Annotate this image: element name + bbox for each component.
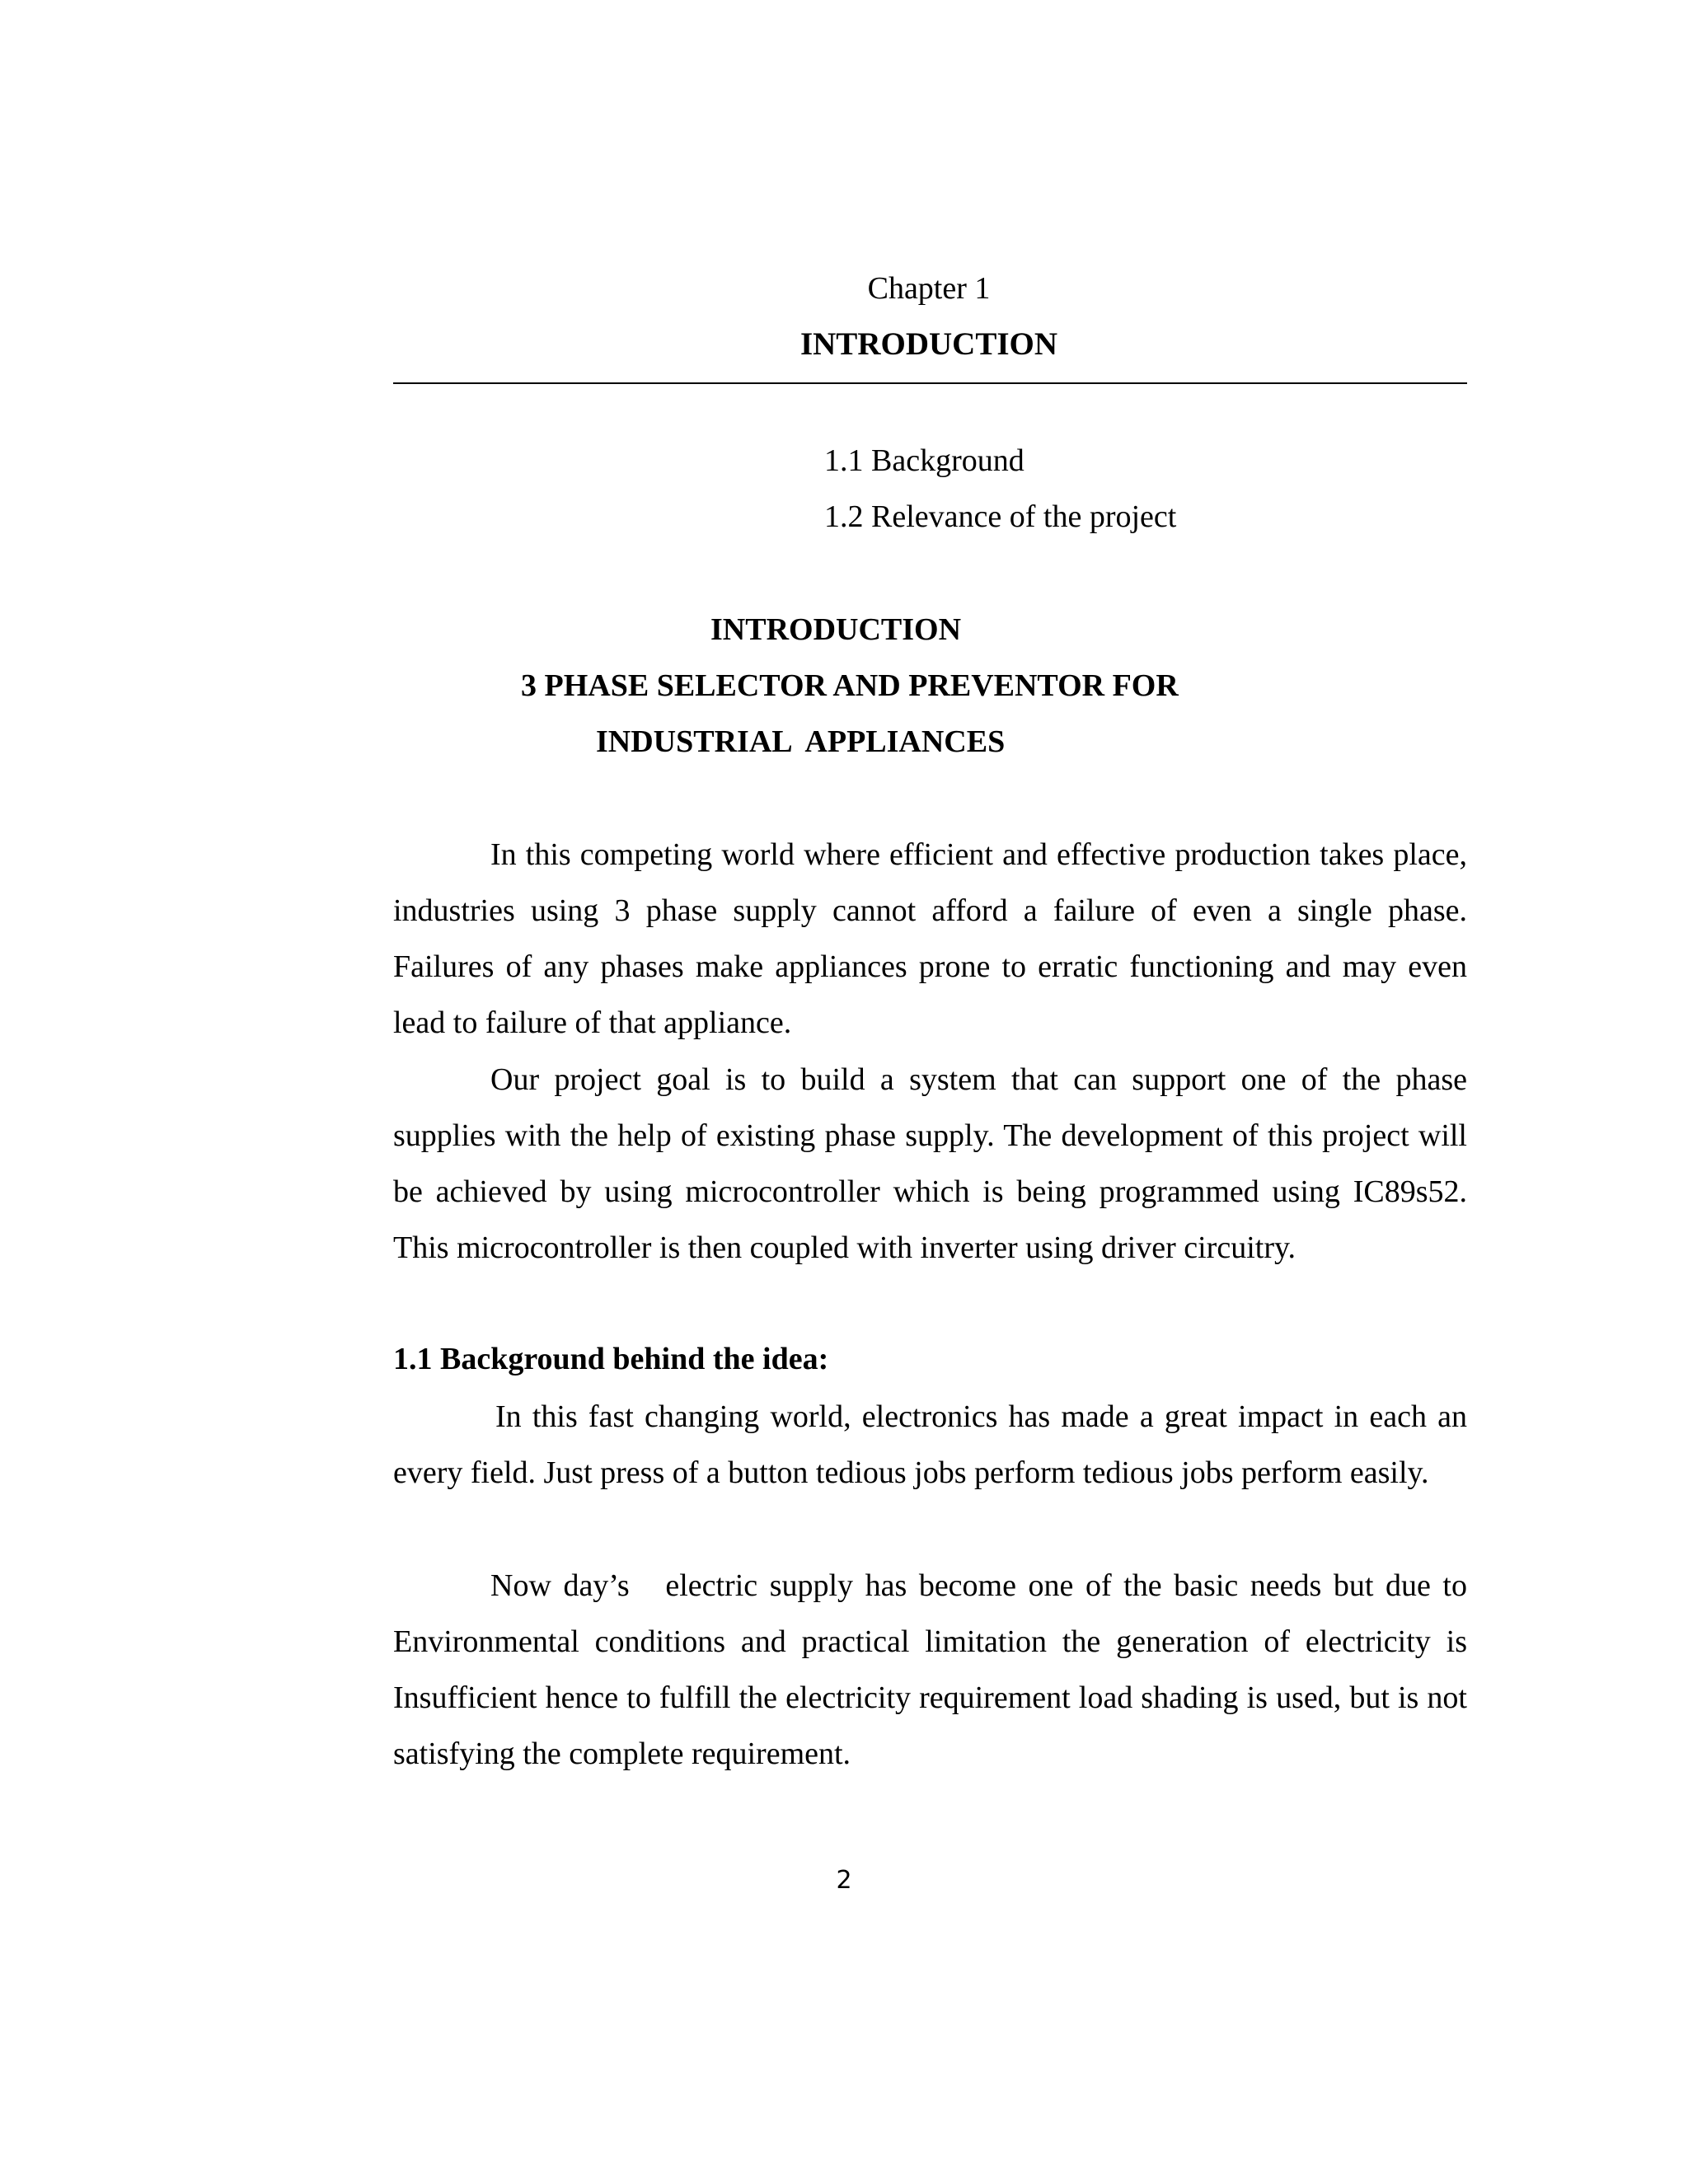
intro-paragraph-1: In this competing world where efficient and effective production takes place, industries using 3 phase supply cannot afford a failure of even a single phase. Failures of any phases make appliances prone to erratic functioning and may even lead to failure of that appliance.	[393, 837, 1467, 1040]
background-paragraph-1: In this fast changing world, electronics has made a great impact in each an every field. Just press of a button tedious jobs perform tedious jobs perform easily.	[393, 1399, 1467, 1490]
page-number: 2	[836, 1866, 852, 1895]
project-title-line-2: INDUSTRIAL APPLIANCES	[596, 724, 1006, 759]
project-title-line-1: 3 PHASE SELECTOR AND PREVENTOR FOR	[521, 668, 1179, 703]
chapter-title: INTRODUCTION	[799, 326, 1058, 362]
chapter-label: Chapter 1	[867, 271, 991, 306]
toc-item-background: 1.1 Background	[824, 443, 1025, 478]
chapter-divider	[393, 382, 1467, 384]
toc-item-relevance: 1.2 Relevance of the project	[824, 499, 1177, 534]
background-paragraph-2: Now day’s electric supply has become one of the basic needs but due to Environmental conditions and practical limitation the generation of electricity is Insufficient hence to fulfill the electricity requirement load shading is used, but is not satisfying the complete requirement.	[393, 1568, 1475, 1771]
intro-paragraph-2: Our project goal is to build a system that can support one of the phase supplies with the help of existing phase supply. The development of this project will be achieved by using microcontroller which is being programmed using IC89s52. This microcontroller is then coupled with inverter using driver circuitry.	[393, 1062, 1467, 1265]
section-heading-background: 1.1 Background behind the idea:	[393, 1342, 829, 1376]
intro-heading: INTRODUCTION	[710, 612, 962, 647]
